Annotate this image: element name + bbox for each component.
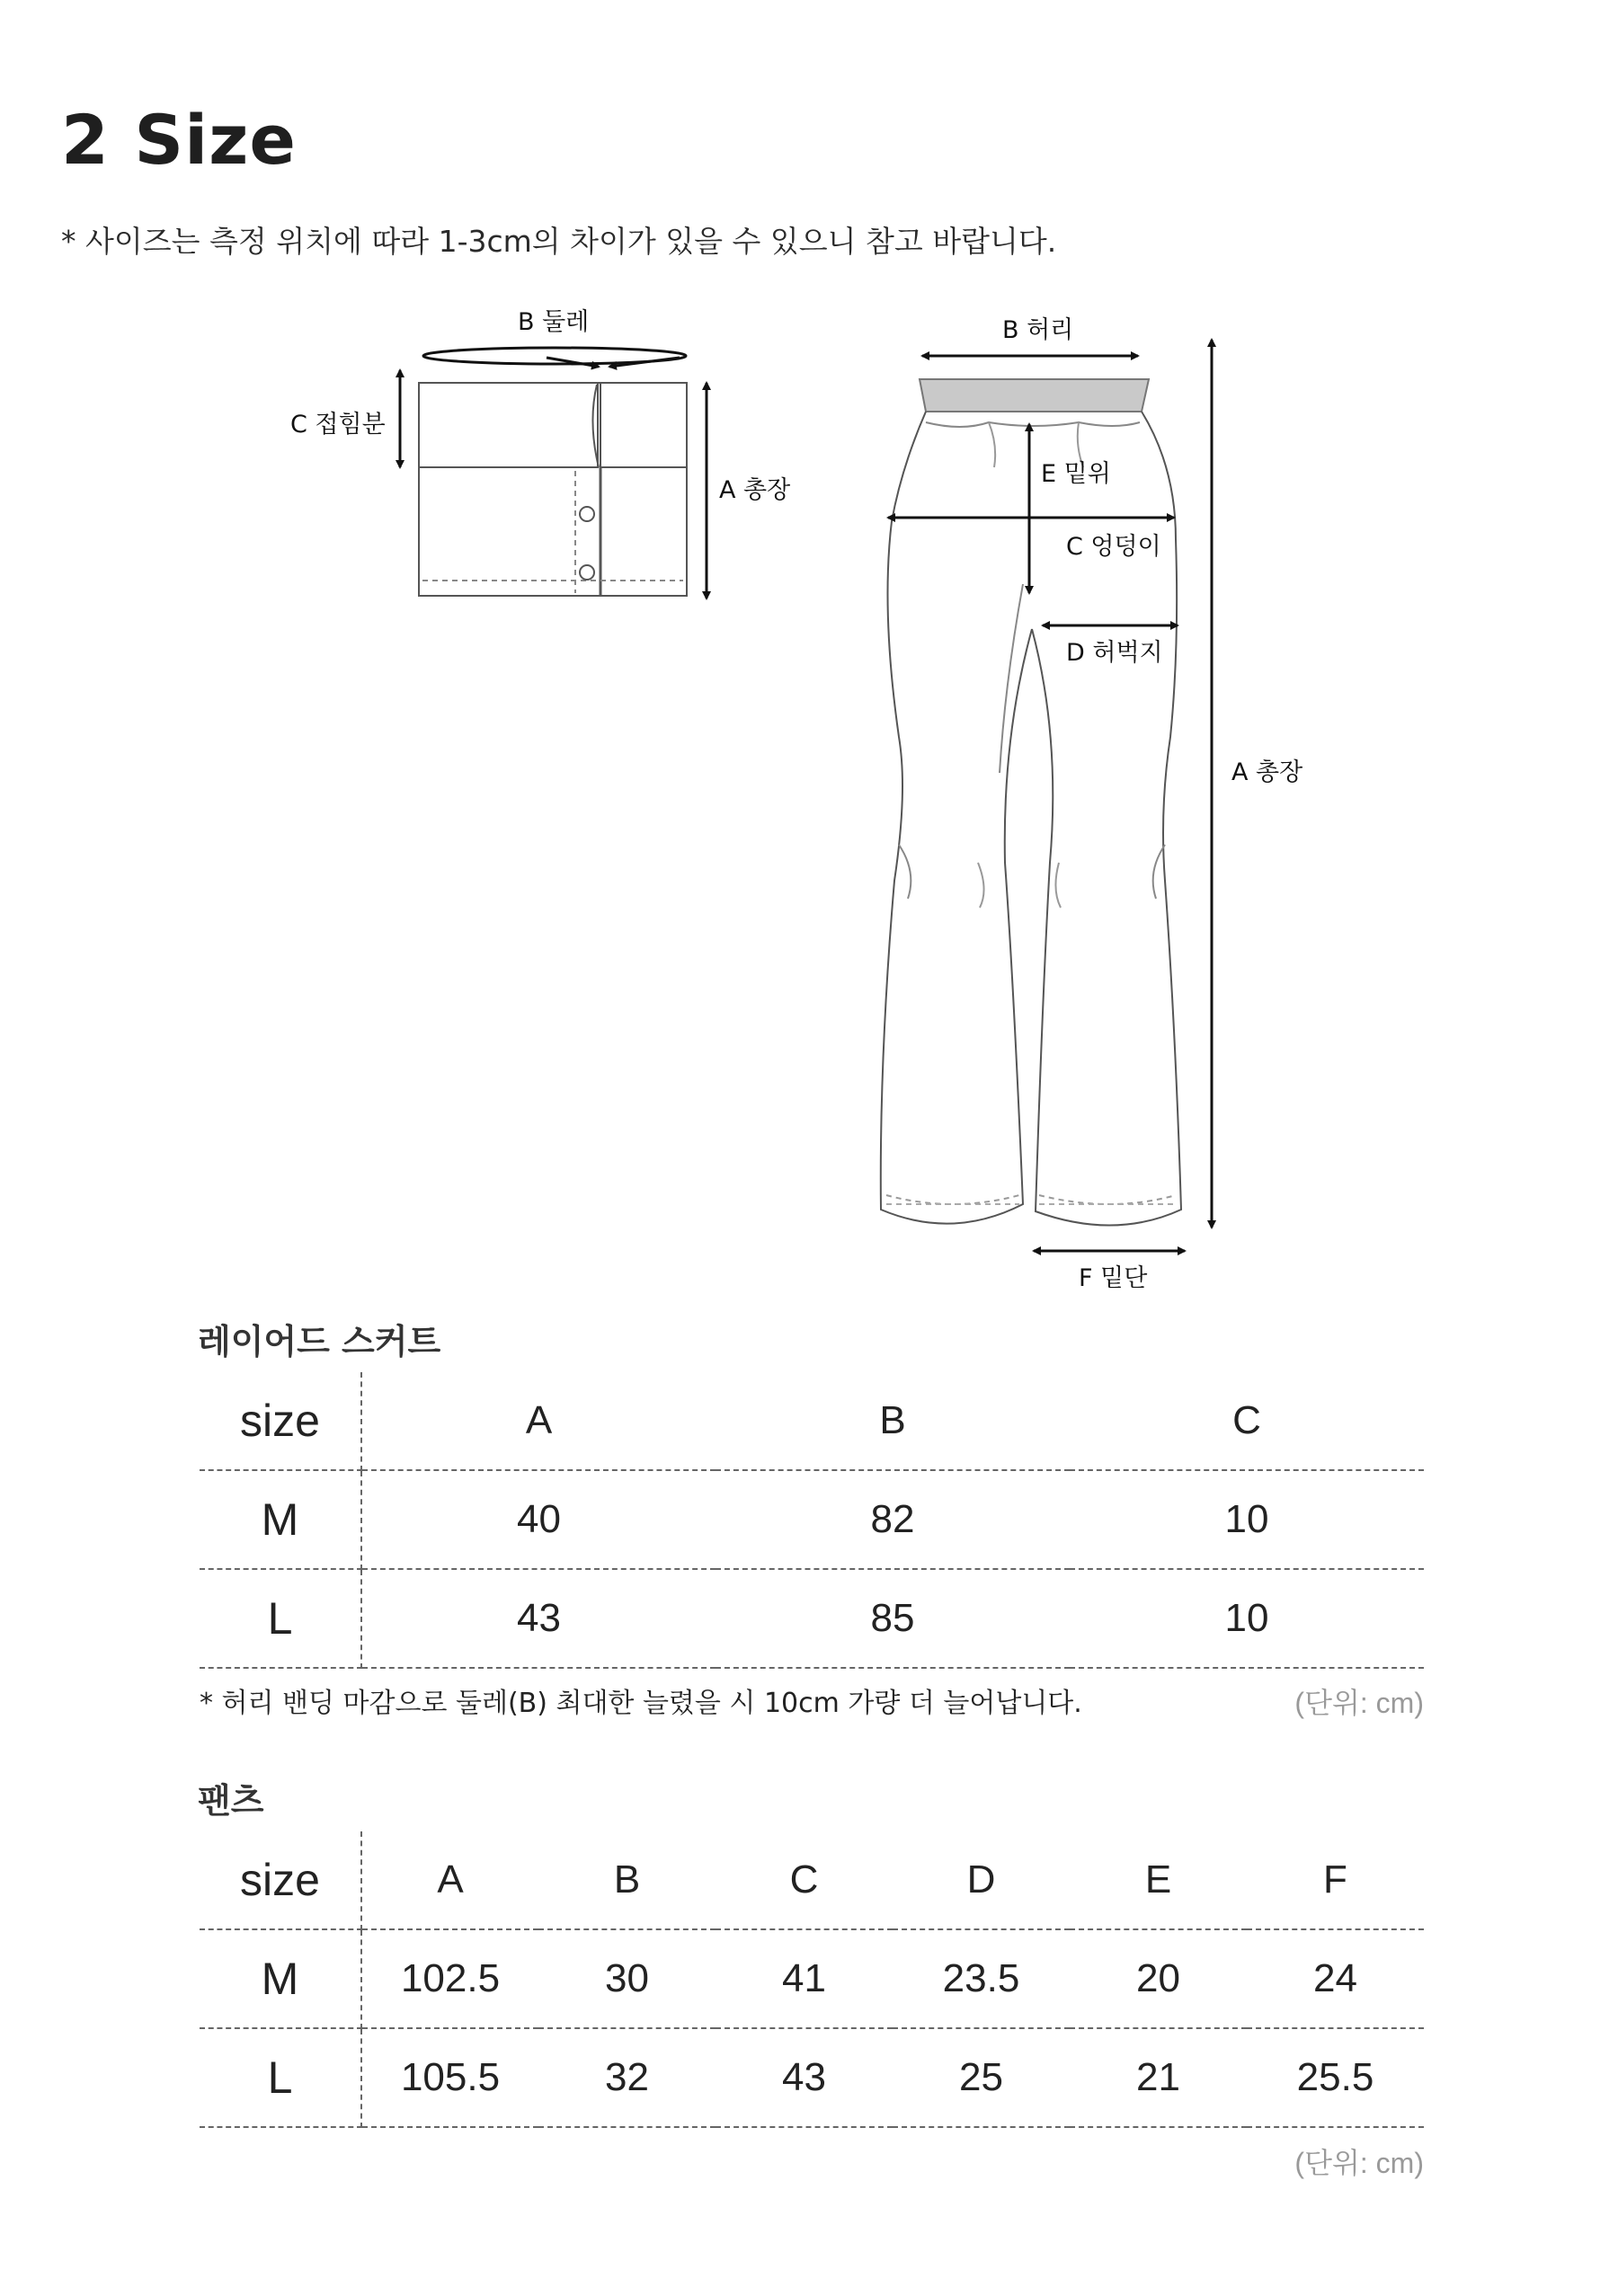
table-header-cell: C xyxy=(716,1831,893,1929)
pants-label-f: F 밑단 xyxy=(1079,1264,1148,1292)
skirt-size-table xyxy=(200,1372,1424,1669)
skirt-footnote: * 허리 밴딩 마감으로 둘레(B) 최대한 늘렸을 시 10cm 가량 더 늘어납니다. xyxy=(200,1688,1082,1719)
button-circle xyxy=(580,507,594,521)
skirt-label-b: B 둘레 xyxy=(518,308,590,336)
table-cell: M xyxy=(200,1929,361,2028)
skirt-table-title: 레이어드 스커트 xyxy=(198,1322,441,1361)
table-cell: M xyxy=(200,1470,361,1569)
table-header-row xyxy=(200,1372,1424,1470)
table-row xyxy=(200,2028,1424,2127)
skirt-drawing xyxy=(419,383,687,596)
button-circle xyxy=(580,565,594,580)
pants-label-b: B 허리 xyxy=(1002,316,1074,344)
table-row xyxy=(200,1929,1424,2028)
table-cell: 32 xyxy=(538,2028,716,2127)
table-header-cell: A xyxy=(361,1831,538,1929)
measurement-note: * 사이즈는 측정 위치에 따라 1-3cm의 차이가 있을 수 있으니 참고 바랍니다. xyxy=(61,224,1057,259)
table-header-cell: F xyxy=(1247,1831,1424,1929)
skirt-label-c: C 접힘분 xyxy=(290,411,386,439)
table-cell: 102.5 xyxy=(361,1929,538,2028)
table-cell: 40 xyxy=(361,1470,716,1569)
table-header-cell: C xyxy=(1070,1372,1424,1470)
pants-size-table xyxy=(200,1831,1424,2128)
table-cell: L xyxy=(200,1569,361,1668)
table-row xyxy=(200,1569,1424,1668)
table-header-cell: D xyxy=(893,1831,1070,1929)
table-header-cell: size xyxy=(200,1372,361,1470)
table-cell: 30 xyxy=(538,1929,716,2028)
table-cell: 82 xyxy=(716,1470,1070,1569)
table-cell: 25 xyxy=(893,2028,1070,2127)
pants-drawing xyxy=(881,379,1181,1226)
table-cell: 105.5 xyxy=(361,2028,538,2127)
skirt-label-a: A 총장 xyxy=(719,476,791,504)
pants-unit-label: (단위: cm) xyxy=(1294,2147,1424,2179)
table-cell: 10 xyxy=(1070,1569,1424,1668)
pants-label-d: D 허벅지 xyxy=(1066,639,1163,667)
pants-table-title: 팬츠 xyxy=(198,1781,264,1821)
size-diagrams xyxy=(0,270,1618,1303)
table-cell: 41 xyxy=(716,1929,893,2028)
page-title: 2 Size xyxy=(61,100,297,180)
table-cell: 23.5 xyxy=(893,1929,1070,2028)
table-cell: 21 xyxy=(1070,2028,1247,2127)
table-cell: L xyxy=(200,2028,361,2127)
table-header-cell: E xyxy=(1070,1831,1247,1929)
table-header-cell: B xyxy=(538,1831,716,1929)
table-cell: 43 xyxy=(716,2028,893,2127)
table-cell: 20 xyxy=(1070,1929,1247,2028)
table-cell: 25.5 xyxy=(1247,2028,1424,2127)
table-cell: 85 xyxy=(716,1569,1070,1668)
pants-label-c: C 엉덩이 xyxy=(1066,533,1161,561)
table-header-cell: B xyxy=(716,1372,1070,1470)
skirt-unit-label: (단위: cm) xyxy=(1294,1687,1424,1719)
table-header-cell: A xyxy=(361,1372,716,1470)
table-header-row xyxy=(200,1831,1424,1929)
skirt-measure-lines xyxy=(400,348,707,598)
table-cell: 10 xyxy=(1070,1470,1424,1569)
table-cell: 24 xyxy=(1247,1929,1424,2028)
table-header-cell: size xyxy=(200,1831,361,1929)
pants-label-a: A 총장 xyxy=(1231,758,1303,786)
pants-label-e: E 밑위 xyxy=(1041,460,1111,488)
table-row xyxy=(200,1470,1424,1569)
table-cell: 43 xyxy=(361,1569,716,1668)
